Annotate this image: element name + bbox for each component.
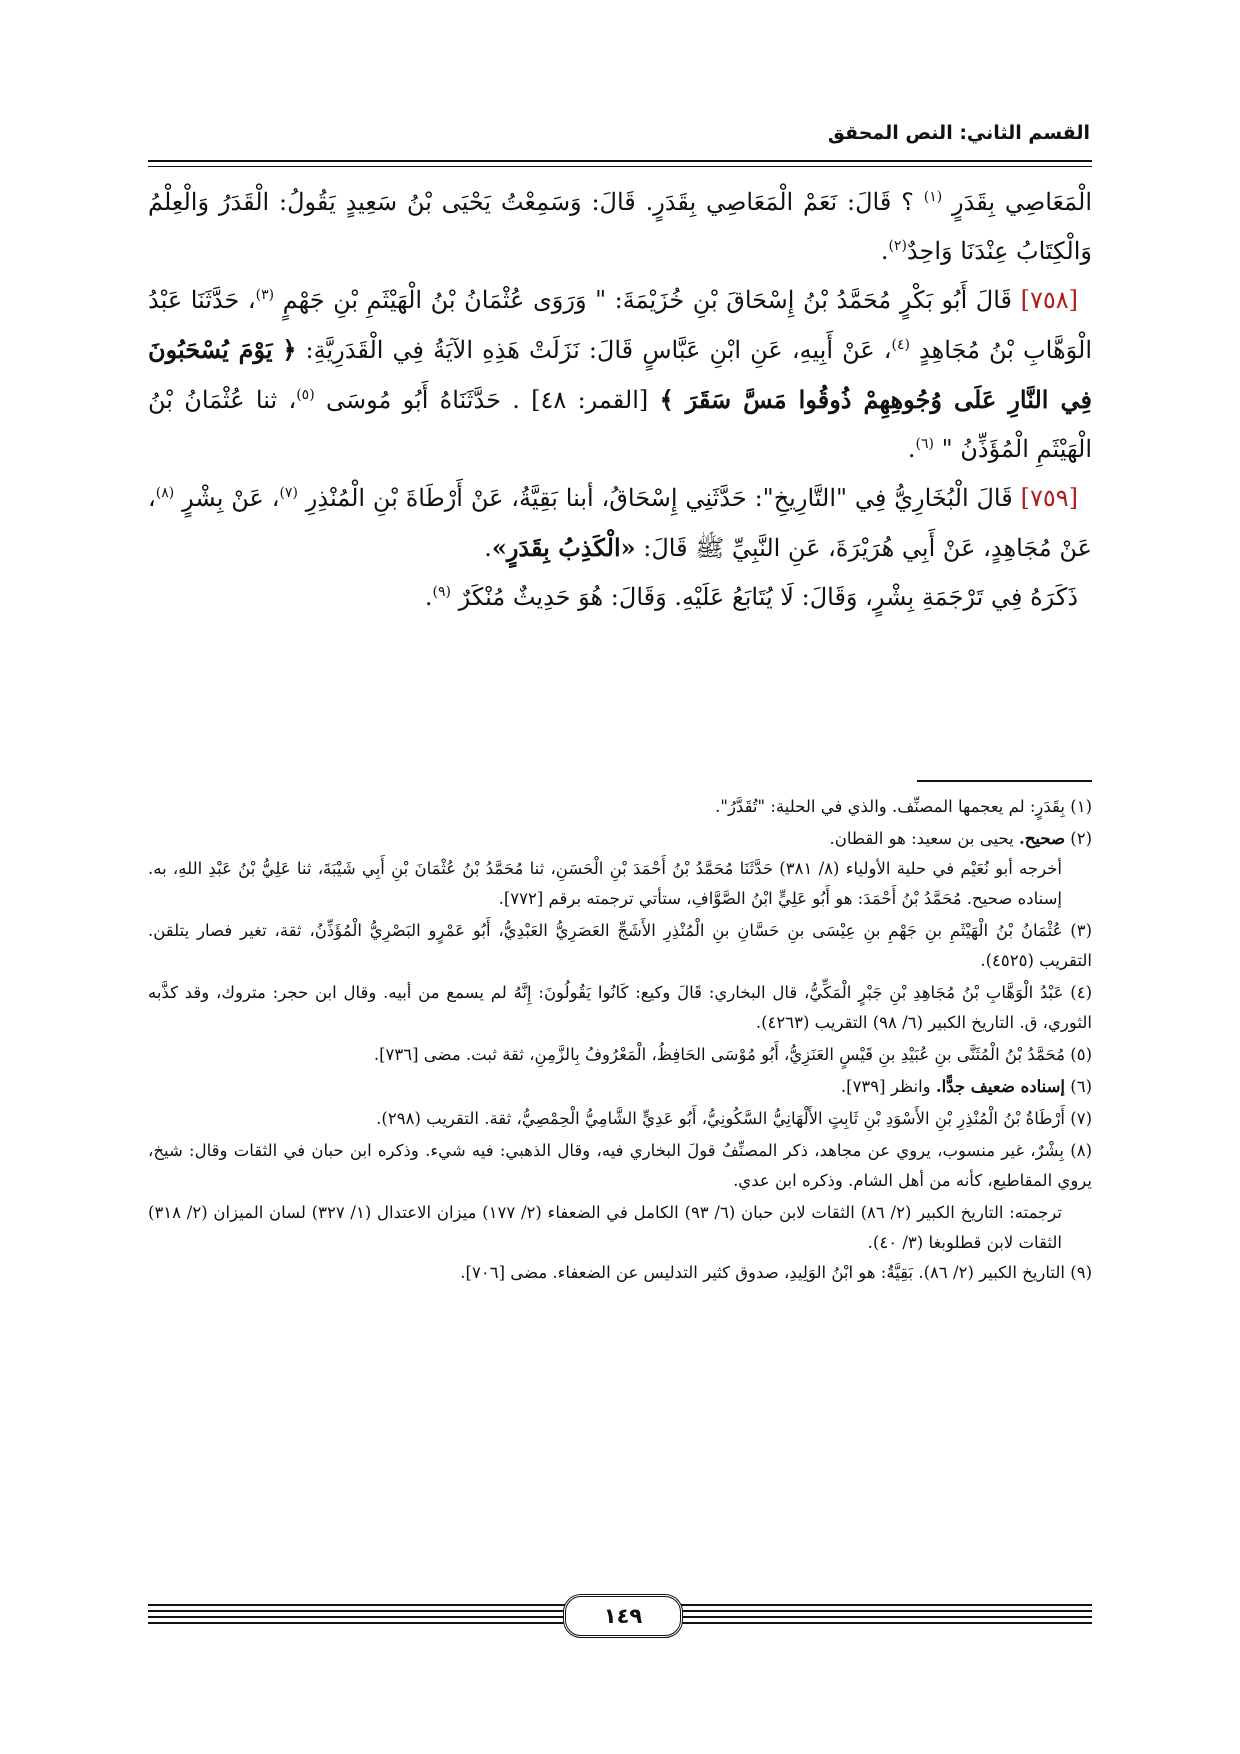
paragraph-1: الْمَعَاصِي بِقَدَرٍ $^{(١)}$ ؟ قَالَ: نَعَمْ الْمَعَاصِي بِقَدَرٍ. قَالَ: وَسَمِعْتُ يَحْيَى بْنُ سَعِيدٍ يَقُولُ: الْقَدَرُ وَالْعِلْمُ وَالْكِتَابُ عِنْدَنَا وَاحِدٌ$^{(٢)}$. (148, 188, 1092, 265)
footnote-ref-6[interactable]: (٦) (915, 436, 934, 452)
footnote-7: (٧) أَرْطَاةُ بْنُ الْمُنْذِرِ بْنِ الأَسْوَدِ بْنِ ثَابِتٍ الأَلْهَانِيُّ السَّكُونِيُّ، أَبُو عَدِيٍّ الشَّامِيُّ الْحِمْصِيُّ، ثقة. التقريب (٢٩٨). (376, 1109, 1092, 1128)
paragraph-759: [٧٥٩] قَالَ الْبُخَارِيُّ فِي "التَّارِيخِ": حَدَّثَنِي إِسْحَاقُ، أبنا بَقِيَّةُ، عَنْ أَرْطَاةَ بْنِ الْمُنْذِرِ $^{(٧)}$، عَنْ بِشْرٍ $^{(٨)}$، عَنْ مُجَاهِدٍ، عَنْ أَبِي هُرَيْرَةَ، عَنِ النَّبِيِّ ﷺ قَالَ: «الْكَذِبُ بِقَدَرٍ». (148, 484, 1092, 562)
paragraph-758: [٧٥٨] قَالَ أَبُو بَكْرٍ مُحَمَّدُ بْنُ إِسْحَاقَ بْنِ خُزَيْمَةَ: " وَرَوَى عُثْمَانُ بْنُ الْهَيْثَمِ بْنِ جَهْمٍ $^{(٣)}$، حَدَّثَنَا عَبْدُ الْوَهَّابِ بْنُ مُجَاهِدٍ $^{(٤)}$، عَنْ أَبِيهِ، عَنِ ابْنِ عَبَّاسٍ قَالَ: نَزَلَتْ هَذِهِ الآيَةُ فِي الْقَدَرِيَّةِ: ﴿ يَوْمَ يُسْحَبُونَ فِي النَّارِ عَلَى وُجُوهِهِمْ ذُوقُوا مَسَّ سَقَرَ ﴾ [القمر: ٤٨] . حَدَّثَنَاهُ أَبُو مُوسَى $^{(٥)}$، ثنا عُثْمَانُ بْنُ الْهَيْثَمِ الْمُؤَذِّنُ " $^{(٦)}$. (148, 286, 1092, 463)
paragraph-note: ذَكَرَهُ فِي تَرْجَمَةِ بِشْرٍ، وَقَالَ: لَا يُتَابَعُ عَلَيْهِ. وَقَالَ: هُوَ حَدِيثٌ مُنْكَرٌ $^{(٩)}$. (424, 583, 1078, 611)
footnote-separator (917, 780, 1092, 782)
footnote-ref-5[interactable]: (٥) (296, 387, 315, 403)
entry-number-759: [٧٥٩] (1020, 484, 1078, 512)
footnote-8: (٨) بِشْرٌ، غير منسوب، يروي عن مجاهد، ذكر المصنِّفُ قولَ البخاري فيه، وقال الذهبي: فيه شيء. وذكره ابن حبان في الثقات وقال: شيخ، يروي المقاطيع، كأنه من أهل الشام. وذكره ابن عدي. (148, 1141, 1092, 1190)
footnote-8-continued: ترجمته: التاريخ الكبير (٢/ ٨٦) الثقات لابن حبان (٦/ ٩٣) الكامل في الضعفاء (٢/ ١٧٧) ميزان الاعتدال (١/ ٣٢٧) لسان الميزان (٢/ ٣١٨) الثقات لابن قطلوبغا (٣/ ٤٠). (148, 1203, 1063, 1252)
running-header (150, 122, 1090, 162)
footnote-ref-8[interactable]: (٨) (155, 485, 175, 501)
footnote-ref-7[interactable]: (٧) (279, 485, 298, 501)
footnote-3: (٣) عُثْمَانُ بْنُ الْهَيْثَمِ بنِ جَهْمِ بنِ عِيْسَى بنِ حَسَّانِ بنِ الْمُنْذِرِ الأَشَجِّ العَصَرِيُّ العَبْدِيُّ، أَبُو عَمْرٍو البَصْرِيُّ الْمُؤَذِّنُ، ثقة، تغير فصار يتلقن. التقريب (٤٥٢٥). (148, 921, 1092, 970)
entry-number-758: [٧٥٨] (1020, 286, 1078, 314)
footnote-9: (٩) التاريخ الكبير (٢/ ٨٦). بَقِيَّةُ: هو ابْنُ الوَلِيدِ، صدوق كثير التدليس عن الضعفاء. مضى [٧٠٦]. (460, 1263, 1092, 1282)
footnote-5: (٥) مُحَمَّدُ بْنُ الْمُثَنَّى بنِ عُبَيْدِ بنِ قَيْسٍ العَنَزِيُّ، أَبُو مُوْسَى الحَافِظُ، الْمَعْرُوفُ بِالزَّمِنِ، ثقة ثبت. مضى [٧٣٦]. (373, 1045, 1092, 1064)
footnote-2-continued: أخرجه أبو نُعَيْم في حلية الأولياء (٨/ ٣٨١) حَدَّثَنَا مُحَمَّدُ بْنُ أَحْمَدَ بْنِ الْحَسَنِ، ثنا مُحَمَّدُ بْنُ عُثْمَانَ بْنِ أَبِي شَيْبَةَ، ثنا عَلِيُّ بْنُ عَبْدِ اللهِ، به. إسناده صحيح. مُحَمَّدُ بْنُ أَحْمَدَ: هو أَبُو عَلِيٍّ ابْنُ الصَّوَّافِ، ستأتي ترجمته برقم [٧٧٢]. (148, 859, 1062, 908)
footnote-1: (١) بِقَدَرٍ: لم يعجمها المصنِّف. والذي في الحلية: "تُقَدَّرُ". (715, 797, 1092, 816)
quran-verse: ﴿ يَوْمَ يُسْحَبُونَ فِي النَّارِ عَلَى وُجُوهِهِمْ ذُوقُوا مَسَّ سَقَرَ ﴾ (148, 335, 1092, 414)
verse-reference: [القمر: ٤٨] (531, 386, 649, 414)
footnote-ref-1[interactable]: (١) (923, 189, 943, 205)
footnote-ref-3[interactable]: (٣) (255, 287, 275, 303)
footnote-ref-9[interactable]: (٩) (432, 584, 451, 600)
footnote-4: (٤) عَبْدُ الْوَهَّابِ بْنُ مُجَاهِدِ بْنِ جَبْرٍ الْمَكِّيُّ، قال البخاري: قَالَ وكيع: كَانُوا يَقُولُونَ: إِنَّهُ لم يسمع من أبيه. وقال ابن حجر: متروك، وقد كذَّبه الثوري، ق. التاريخ الكبير (٦/ ٩٨) التقريب (٤٢٦٣). (148, 983, 1092, 1032)
section-title: القسم الثاني: النص المحقق (827, 122, 1090, 144)
main-text (148, 178, 1092, 622)
header-rule-thick (148, 160, 1092, 162)
hadith-text: «الْكَذِبُ بِقَدَرٍ» (491, 533, 636, 562)
footnote-ref-4[interactable]: (٤) (891, 337, 910, 353)
footnotes (148, 792, 1092, 1290)
header-rule-thin (148, 166, 1092, 167)
footnote-ref-2[interactable]: (٢) (888, 238, 907, 254)
footnote-6: (٦) إسناده ضعيف جدًّا. وانظر [٧٣٩]. (840, 1077, 1092, 1096)
page-number: ١٤٩ (563, 1594, 683, 1638)
footnote-2: (٢) صحيح. يحيى بن سعيد: هو القطان. أخرجه أبو نُعَيْم في حلية الأولياء (٨/ ٣٨١) حَدَّثَنَا مُحَمَّدُ بْنُ أَحْمَدَ بْنِ الْحَسَنِ، ثنا مُحَمَّدُ بْنُ عُثْمَانَ بْنِ أَبِي شَيْبَةَ، ثنا عَلِيُّ بْنُ عَبْدِ اللهِ، به. إسناده صحيح. مُحَمَّدُ بْنُ أَحْمَدَ: هو أَبُو عَلِيٍّ ابْنُ الصَّوَّافِ، ستأتي ترجمته برقم [٧٧٢]. (148, 824, 1092, 914)
